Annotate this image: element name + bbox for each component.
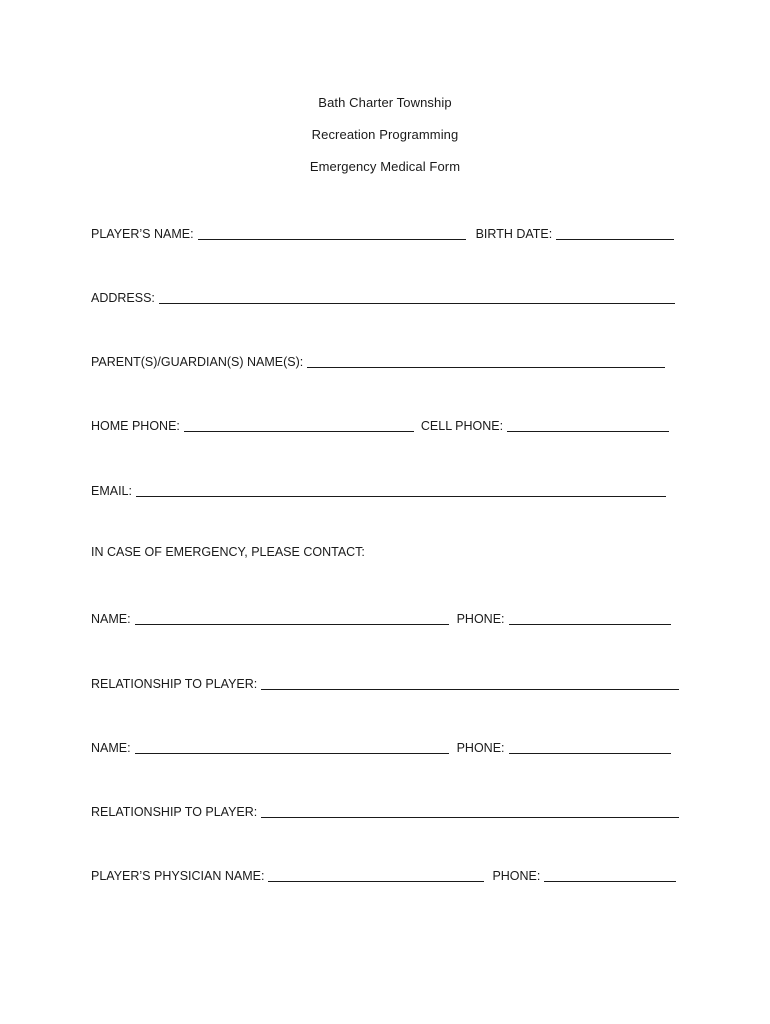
form-title: Emergency Medical Form	[309, 159, 461, 174]
contact-2-relationship-field[interactable]	[261, 816, 679, 818]
birth-date-label: BIRTH DATE:	[475, 227, 553, 241]
address-field[interactable]	[159, 302, 675, 304]
contact-1-name-field[interactable]	[135, 623, 449, 625]
cell-phone-field[interactable]	[507, 430, 669, 432]
physician-phone-field[interactable]	[544, 880, 676, 882]
address-row	[91, 286, 675, 306]
emergency-contact-1-row	[91, 607, 671, 627]
contact-1-relationship-row	[91, 672, 679, 692]
contact-1-name-label: NAME:	[91, 612, 131, 626]
physician-phone-label: PHONE:	[492, 869, 541, 883]
address-label: ADDRESS:	[91, 291, 155, 305]
contact-2-phone-field[interactable]	[509, 752, 671, 754]
home-phone-label: HOME PHONE:	[91, 419, 180, 433]
email-label: EMAIL:	[91, 484, 132, 498]
contact-2-name-field[interactable]	[135, 752, 449, 754]
emergency-contact-heading: IN CASE OF EMERGENCY, PLEASE CONTACT:	[91, 545, 365, 559]
physician-row	[91, 864, 676, 884]
physician-name-label: PLAYER’S PHYSICIAN NAME:	[91, 869, 265, 883]
contact-1-phone-field[interactable]	[509, 623, 671, 625]
birth-date-field[interactable]	[556, 238, 674, 240]
parent-guardian-field[interactable]	[307, 366, 665, 368]
contact-1-relationship-label: RELATIONSHIP TO PLAYER:	[91, 677, 258, 691]
phone-row	[91, 414, 669, 434]
contact-1-relationship-field[interactable]	[261, 688, 679, 690]
contact-2-relationship-label: RELATIONSHIP TO PLAYER:	[91, 805, 258, 819]
email-field[interactable]	[136, 495, 666, 497]
contact-2-phone-label: PHONE:	[456, 741, 505, 755]
email-row	[91, 479, 666, 499]
player-name-label: PLAYER’S NAME:	[91, 227, 194, 241]
emergency-contact-2-row	[91, 736, 671, 756]
contact-2-relationship-row	[91, 800, 679, 820]
contact-2-name-label: NAME:	[91, 741, 131, 755]
physician-name-field[interactable]	[268, 880, 484, 882]
organization-title: Bath Charter Township	[318, 95, 452, 110]
program-title: Recreation Programming	[311, 127, 459, 142]
player-name-row	[91, 222, 674, 242]
parent-guardian-row	[91, 350, 665, 370]
home-phone-field[interactable]	[184, 430, 414, 432]
cell-phone-label: CELL PHONE:	[420, 419, 504, 433]
contact-1-phone-label: PHONE:	[456, 612, 505, 626]
parent-guardian-label: PARENT(S)/GUARDIAN(S) NAME(S):	[91, 355, 304, 369]
player-name-field[interactable]	[198, 238, 466, 240]
